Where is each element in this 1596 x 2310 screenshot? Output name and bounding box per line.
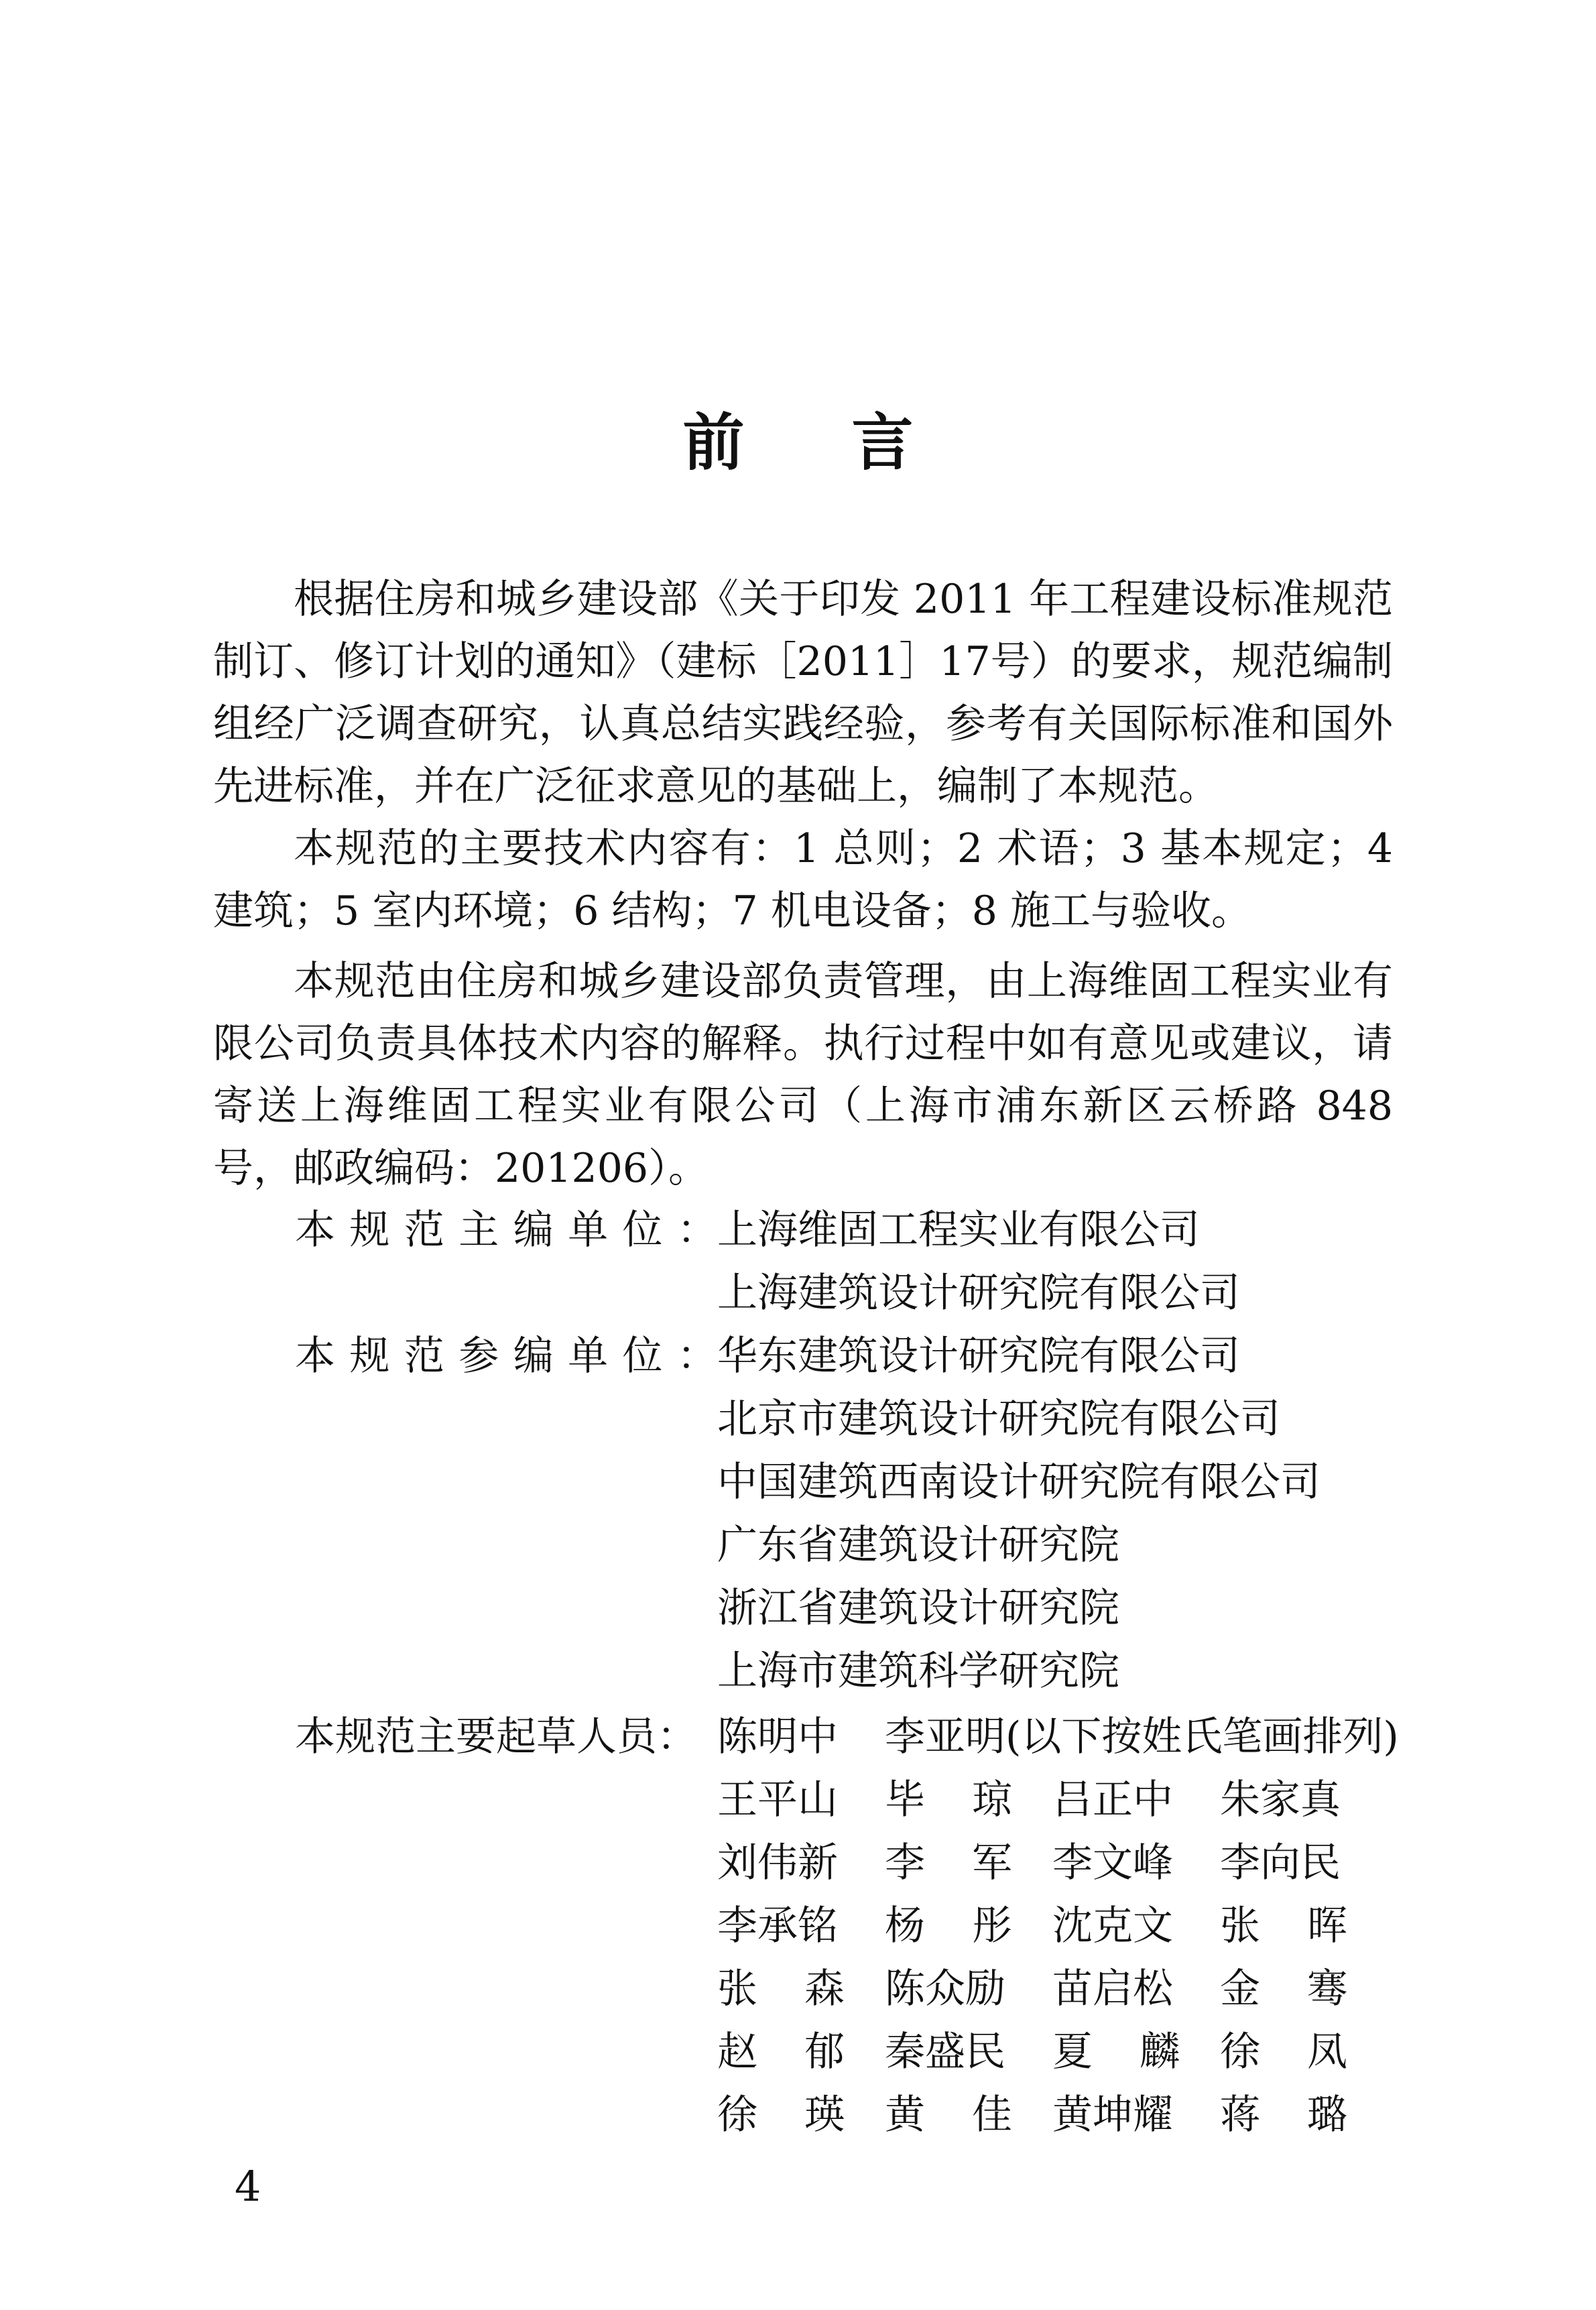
- drafter-name: 黄坤耀: [1052, 2091, 1173, 2138]
- participating-unit-item: 上海市建筑科学研究院: [717, 1648, 1119, 1695]
- drafter-name: 李 军: [885, 1839, 1012, 1886]
- label-char: ：: [676, 1207, 717, 1254]
- paragraph-text: 本规范的主要技术内容有：1 总则；2 术语；3 基本规定；4 建筑；5 室内环境；6 结构；7 机电设备；8 施工与验收。: [213, 825, 1393, 934]
- paragraph-text: 根据住房和城乡建设部《关于印发 2011 年工程建设标准规范制订、修订计划的通知》（建标［2011］17号）的要求，规范编制组经广泛调查研究，认真总结实践经验，参考有关国际标准和国外先进标准，并在广泛征求意见的基础上，编制了本规范。: [213, 576, 1393, 810]
- label-char: 本: [295, 1333, 335, 1380]
- label-char: ：: [676, 1333, 717, 1380]
- lead-drafter: 陈明中: [717, 1713, 838, 1760]
- drafter-name: 秦盛民: [885, 2028, 1005, 2075]
- paragraph-1: [213, 568, 1393, 818]
- lead-drafter: 李亚明(以下按姓氏笔画排列): [885, 1713, 1399, 1760]
- drafter-name: 陈众励: [885, 1965, 1005, 2012]
- drafter-name: 徐 凤: [1220, 2028, 1347, 2075]
- drafter-name: 黄 佳: [885, 2091, 1012, 2138]
- chief-units-label: [295, 1199, 717, 1262]
- page-title: 前言: [682, 406, 1021, 479]
- label-char: 规: [349, 1333, 390, 1380]
- drafter-name: 毕 琼: [885, 1776, 1012, 1823]
- drafter-name: 苗启松: [1052, 1965, 1173, 2012]
- label-char: 范: [404, 1207, 444, 1254]
- label-char: 单: [568, 1333, 609, 1380]
- drafter-name: 张 森: [717, 1965, 845, 2012]
- participating-units-label: [295, 1325, 717, 1388]
- drafter-name: 李承铭: [717, 1902, 838, 1949]
- participating-unit-item: 中国建筑西南设计研究院有限公司: [717, 1459, 1321, 1506]
- drafter-name: 沈克文: [1052, 1902, 1173, 1949]
- drafters-label: 本规范主要起草人员：: [295, 1713, 697, 1760]
- participating-unit-item: 北京市建筑设计研究院有限公司: [717, 1396, 1280, 1443]
- drafter-name: 吕正中: [1052, 1776, 1173, 1823]
- paragraph-2: [213, 818, 1393, 943]
- label-char: 参: [458, 1333, 499, 1380]
- chief-units-block: [295, 1199, 1240, 1325]
- drafter-name: 李向民: [1220, 1839, 1341, 1886]
- drafters-block: [295, 1705, 1399, 2146]
- participating-unit-item: 华东建筑设计研究院有限公司: [717, 1333, 1240, 1380]
- participating-unit-item: 浙江省建筑设计研究院: [717, 1585, 1119, 1632]
- drafter-name: 朱家真: [1220, 1776, 1341, 1823]
- chief-unit-item: 上海建筑设计研究院有限公司: [717, 1270, 1240, 1317]
- label-char: 编: [513, 1333, 554, 1380]
- label-char: 位: [622, 1207, 663, 1254]
- label-char: 位: [622, 1333, 663, 1380]
- label-char: 本: [295, 1207, 335, 1254]
- drafter-name: 夏 麟: [1052, 2028, 1180, 2075]
- drafter-names-grid: [717, 1768, 1399, 2146]
- drafter-name: 刘伟新: [717, 1839, 838, 1886]
- chief-unit-item: 上海维固工程实业有限公司: [717, 1207, 1200, 1254]
- drafter-name: 蒋 璐: [1220, 2091, 1347, 2138]
- label-char: 规: [349, 1207, 390, 1254]
- paragraph-text: 本规范由住房和城乡建设部负责管理，由上海维固工程实业有限公司负责具体技术内容的解释。执行过程中如有意见或建议，请寄送上海维固工程实业有限公司（上海市浦东新区云桥路 848 号，邮政编码：201206）。: [213, 958, 1393, 1192]
- drafter-name: 王平山: [717, 1776, 838, 1823]
- drafter-name: 李文峰: [1052, 1839, 1173, 1886]
- drafter-name: 赵 郁: [717, 2028, 845, 2075]
- label-char: 主: [458, 1207, 499, 1254]
- label-char: 范: [404, 1333, 444, 1380]
- drafter-name: 徐 瑛: [717, 2091, 845, 2138]
- page-number: 4: [235, 2162, 261, 2211]
- drafter-name: 杨 彤: [885, 1902, 1012, 1949]
- participating-units-block: [295, 1325, 1321, 1703]
- drafter-name: 张 晖: [1220, 1902, 1347, 1949]
- paragraph-3: [213, 951, 1393, 1200]
- label-char: 编: [513, 1207, 554, 1254]
- label-char: 单: [568, 1207, 609, 1254]
- drafter-name: 金 骞: [1220, 1965, 1347, 2012]
- participating-unit-item: 广东省建筑设计研究院: [717, 1522, 1119, 1569]
